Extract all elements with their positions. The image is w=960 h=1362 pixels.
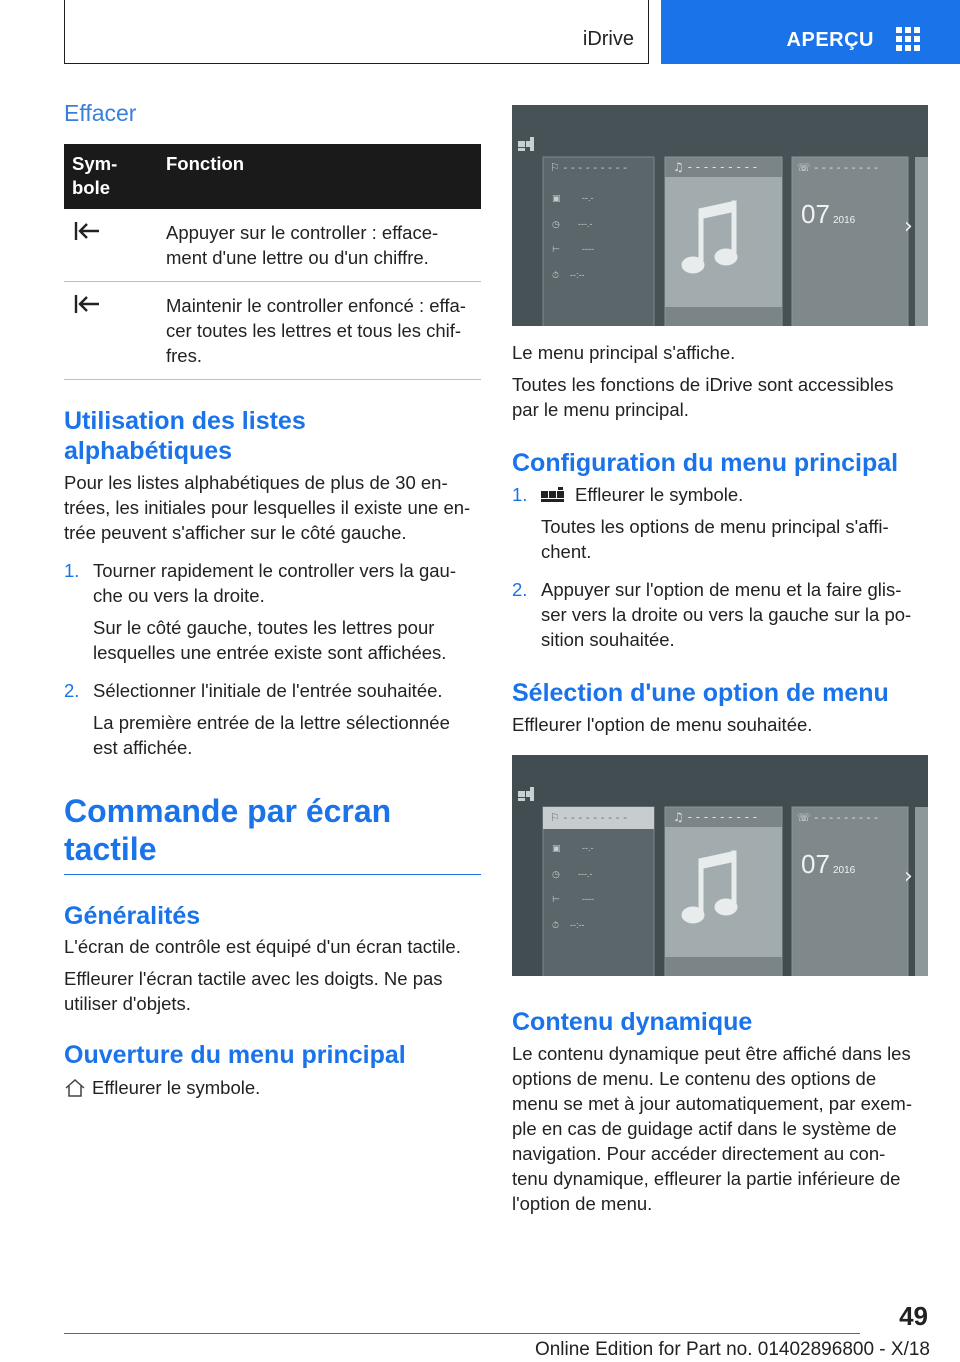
symbol-table [64,144,481,380]
general-title: Généralités [64,902,201,930]
list-item [64,558,481,665]
config-steps [512,482,928,652]
screen-list-value: ---.- [578,219,593,229]
menu-option-screenshot [512,755,928,976]
lists-title: Utilisation des listes alphabétiques [64,407,306,465]
table-row [64,209,481,282]
screen-list-value: ---.- [578,869,593,879]
header-chapter-box[interactable] [661,0,960,64]
svg-text:▣: ▣ [552,194,561,204]
lists-steps [64,558,481,760]
header-chapter-title: APERÇU [786,29,874,51]
effacer-title: Effacer [64,100,137,126]
header-section-title: iDrive [582,28,634,50]
general-paragraph: Effleurer l'écran tactile avec les doigts. Ne pas utiliser d'objets. [64,968,443,1014]
select-text: Effleurer l'option de menu souhaitée. [512,714,813,735]
header-section-box [64,0,649,64]
config-title: Configuration du menu principal [512,449,899,477]
svg-text:♫ - - - - - - - - -: ♫ - - - - - - - - - [673,810,758,824]
svg-text:☏ - - - - - - - - -: ☏ - - - - - - - - - [797,811,878,824]
screen-list-value: --:-- [570,920,585,930]
svg-text:☏ - - - - - - - - -: ☏ - - - - - - - - - [797,161,878,174]
svg-text:⊢: ⊢ [552,895,560,905]
list-item [512,482,928,564]
screen-tile-value: 07 [801,199,830,229]
left-column [64,100,481,1100]
general-paragraph: L'écran de contrôle est équipé d'un écran tactile. [64,936,461,957]
svg-text:⏱: ⏱ [552,271,560,281]
right-column [512,105,928,1216]
lists-text: Pour les listes alphabétiques de plus de 30 en- trées, les initiales pour lesquelles il existe une en- trée peuvent s'afficher sur le côté gauche. [64,472,471,543]
touch-section-heading [64,792,481,875]
svg-text:⚐ - - - - - - - - -: ⚐ - - - - - - - - - [550,811,628,824]
table-header-symbol: Sym- bole [64,144,158,209]
screen-tile-year: 2016 [833,865,856,876]
screen-list-value: ---- [582,244,594,254]
screen-tile-year: 2016 [833,215,856,226]
footer-rule [64,1333,860,1334]
table-row [64,282,481,380]
screen-list-value: --:-- [570,270,585,280]
step-text: Effleurer le symbole. [575,484,744,505]
open-menu-instruction [64,1075,481,1100]
svg-text:⊢: ⊢ [552,245,560,255]
table-cell-function: Maintenir le controller enfoncé : effa- cer toutes les lettres et tous les chif- fres. [158,282,481,380]
screen-tile-value: 07 [801,849,830,879]
open-menu-title: Ouverture du menu principal [64,1041,406,1069]
dynamic-text: Le contenu dynamique peut être affiché dans les options de menu. Le contenu des options de menu se met à jour automatiquement, par exem- ple en cas de guidage actif dans le système de navigation. Pour accéder directement au con- tenu dynamique, effleurer la partie inférieure de l'option de menu. [512,1043,912,1214]
screen-list-value: --.- [582,193,594,203]
caption: Le menu principal s'affiche. [512,342,736,363]
step-text: Tourner rapidement le controller vers la gau- che ou vers la droite. [93,560,456,606]
grid-icon [896,27,920,51]
page-number: 49 [899,1301,928,1331]
step-number: 1. [512,484,528,505]
touch-title: Commande par écran tactile [64,793,392,867]
step-number: 2. [512,579,528,600]
table-cell-function: Appuyer sur le controller : efface- ment d'une lettre ou d'un chiffre. [158,209,481,282]
open-menu-text: Effleurer le symbole. [92,1077,261,1098]
step-number: 2. [64,680,80,701]
svg-text:⏱: ⏱ [552,921,560,931]
erase-icon [74,220,100,242]
caption: Toutes les fonctions de iDrive sont accessibles par le menu principal. [512,374,894,420]
select-title: Sélection d'une option de menu [512,679,889,707]
footer-edition: Online Edition for Part no. 01402896800 - X/18 [534,1339,930,1360]
dynamic-title: Contenu dynamique [512,1008,753,1036]
step-result: Sur le côté gauche, toutes les lettres pour lesquelles une entrée existe sont affichées. [93,617,447,663]
erase-all-icon [74,293,100,315]
table-header-function: Fonction [158,144,481,209]
step-text: Sélectionner l'initiale de l'entrée souhaitée. [93,680,443,701]
svg-text:›: › [904,864,913,889]
screen-list-value: --.- [582,843,594,853]
svg-text:⚐ - - - - - - - - -: ⚐ - - - - - - - - - [550,161,628,174]
svg-text:▣: ▣ [552,844,561,854]
svg-text:◷: ◷ [552,870,560,880]
step-result: Toutes les options de menu principal s'affi- chent. [541,516,889,562]
svg-text:›: › [904,214,913,239]
svg-text:♫ - - - - - - - - -: ♫ - - - - - - - - - [673,160,758,174]
step-text: Appuyer sur l'option de menu et la faire glis- ser vers la droite ou vers la gauche sur la po- sition souhaitée. [541,579,912,650]
list-item [64,678,481,760]
menu-icon [541,487,565,503]
home-icon [64,1078,86,1098]
step-result: La première entrée de la lettre sélectionnée est affichée. [93,712,450,758]
list-item [512,577,928,652]
screen-list-value: ---- [582,894,594,904]
svg-text:◷: ◷ [552,220,560,230]
step-number: 1. [64,560,80,581]
table-header-row [64,144,481,209]
main-menu-screenshot [512,105,928,326]
